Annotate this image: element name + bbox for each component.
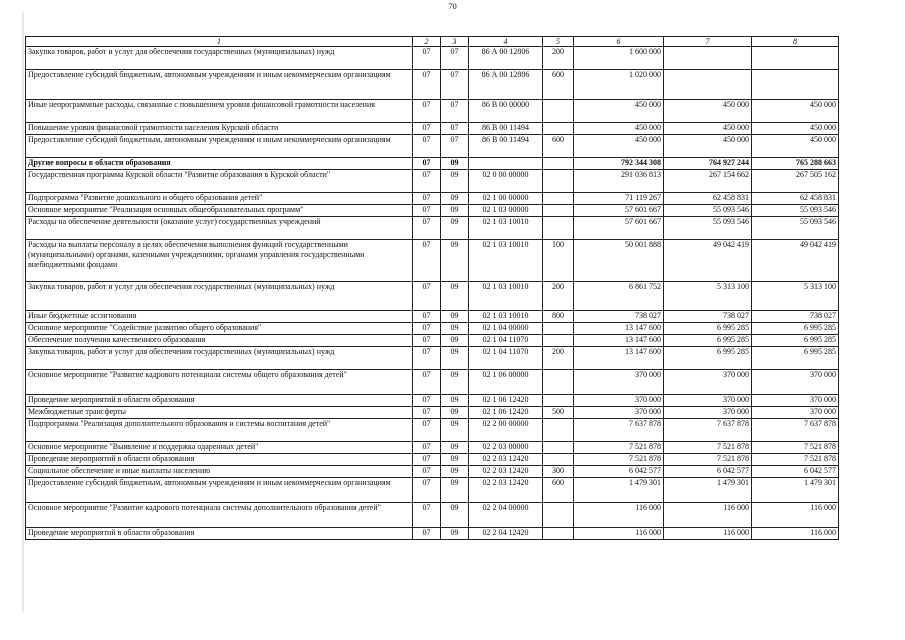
expense-type-cell [543,503,574,528]
expense-name-cell: Проведение мероприятий в области образования [26,454,413,466]
amount-year3-cell: 7 637 878 [752,419,839,442]
amount-year1-cell: 116 000 [574,528,664,540]
amount-year2-cell: 7 521 878 [664,454,752,466]
amount-year3-cell: 6 042 577 [752,466,839,478]
amount-year2-cell: 6 995 285 [664,347,752,370]
subsection-code-cell: 07 [441,100,469,123]
section-code-cell: 07 [413,419,441,442]
table-row [26,454,839,466]
subsection-code-cell: 09 [441,442,469,454]
subsection-code-cell: 09 [441,323,469,335]
table-row [26,370,839,395]
subsection-code-cell: 09 [441,311,469,323]
expense-type-cell [543,193,574,205]
amount-year3-cell: 370 000 [752,407,839,419]
expense-name-cell: Расходы на обеспечение деятельности (оказание услуг) государственных учреждений [26,217,413,240]
amount-year2-cell: 370 000 [664,395,752,407]
amount-year3-cell: 370 000 [752,370,839,395]
table-row [26,323,839,335]
column-header: 6 [574,37,664,47]
section-code-cell: 07 [413,217,441,240]
target-article-cell: 02 2 04 12420 [469,528,543,540]
expense-type-cell: 600 [543,478,574,503]
target-article-cell: 02 1 03 10010 [469,240,543,282]
target-article-cell [469,158,543,170]
expense-name-cell: Закупка товаров, работ и услуг для обеспечения государственных (муниципальных) нужд [26,347,413,370]
subsection-code-cell: 09 [441,466,469,478]
expense-type-cell [543,442,574,454]
amount-year3-cell: 6 995 285 [752,335,839,347]
section-code-cell: 07 [413,282,441,311]
subsection-code-cell: 07 [441,70,469,100]
amount-year2-cell: 267 154 662 [664,170,752,193]
expense-name-cell: Основное мероприятие "Содействие развитию общего образования" [26,323,413,335]
amount-year3-cell: 267 505 162 [752,170,839,193]
amount-year3-cell: 7 521 878 [752,442,839,454]
expense-name-cell: Подпрограмма "Реализация дополнительного образования и системы воспитания детей" [26,419,413,442]
section-code-cell: 07 [413,370,441,395]
target-article-cell: 02 1 06 00000 [469,370,543,395]
expense-name-cell: Основное мероприятие "Развитие кадрового потенциала системы общего образования детей" [26,370,413,395]
expense-type-cell: 200 [543,282,574,311]
amount-year1-cell: 450 000 [574,123,664,135]
amount-year2-cell: 55 093 546 [664,217,752,240]
amount-year3-cell: 370 000 [752,395,839,407]
amount-year1-cell: 1 020 000 [574,70,664,100]
amount-year1-cell: 370 000 [574,407,664,419]
amount-year3-cell: 450 000 [752,100,839,123]
amount-year2-cell: 55 093 546 [664,205,752,217]
table-row [26,419,839,442]
amount-year3-cell: 1 479 301 [752,478,839,503]
column-header: 7 [664,37,752,47]
section-code-cell: 07 [413,170,441,193]
section-code-cell: 07 [413,335,441,347]
table-row [26,407,839,419]
amount-year3-cell: 450 000 [752,123,839,135]
section-code-cell: 07 [413,528,441,540]
expense-name-cell: Обеспечение получения качественного образования [26,335,413,347]
subsection-code-cell: 09 [441,282,469,311]
amount-year3-cell: 765 288 663 [752,158,839,170]
section-code-cell: 07 [413,466,441,478]
expense-type-cell [543,158,574,170]
amount-year2-cell [664,47,752,70]
table-row [26,282,839,311]
target-article-cell: 86 В 00 11494 [469,135,543,158]
expense-name-cell: Закупка товаров, работ и услуг для обеспечения государственных (муниципальных) нужд [26,282,413,311]
target-article-cell: 86 А 00 12806 [469,70,543,100]
column-header: 8 [752,37,839,47]
subsection-code-cell: 09 [441,370,469,395]
target-article-cell: 02 2 04 00000 [469,503,543,528]
section-code-cell: 07 [413,100,441,123]
amount-year1-cell: 7 637 878 [574,419,664,442]
expense-type-cell: 100 [543,240,574,282]
target-article-cell: 02 1 04 11070 [469,347,543,370]
expense-name-cell: Иные бюджетные ассигнования [26,311,413,323]
table-row [26,528,839,540]
amount-year2-cell: 7 637 878 [664,419,752,442]
section-code-cell: 07 [413,323,441,335]
section-code-cell: 07 [413,240,441,282]
amount-year2-cell: 764 927 244 [664,158,752,170]
section-code-cell: 07 [413,395,441,407]
expense-type-cell: 800 [543,311,574,323]
expense-name-cell: Другие вопросы в области образования [26,158,413,170]
amount-year1-cell: 71 119 267 [574,193,664,205]
table-row [26,311,839,323]
amount-year3-cell: 6 995 285 [752,323,839,335]
target-article-cell: 02 1 03 10010 [469,217,543,240]
expense-name-cell: Межбюджетные трансферты [26,407,413,419]
target-article-cell: 02 0 00 00000 [469,170,543,193]
target-article-cell: 02 1 03 10010 [469,311,543,323]
target-article-cell: 02 2 03 12420 [469,478,543,503]
amount-year3-cell: 55 093 546 [752,217,839,240]
target-article-cell: 02 2 03 00000 [469,442,543,454]
expense-type-cell [543,170,574,193]
subsection-code-cell: 07 [441,123,469,135]
amount-year1-cell: 1 479 301 [574,478,664,503]
section-code-cell: 07 [413,135,441,158]
table-row [26,347,839,370]
amount-year2-cell: 6 995 285 [664,335,752,347]
target-article-cell: 02 1 04 00000 [469,323,543,335]
target-article-cell: 02 1 06 12420 [469,407,543,419]
expense-type-cell: 600 [543,135,574,158]
target-article-cell: 02 1 03 00000 [469,205,543,217]
table-row [26,100,839,123]
subsection-code-cell: 09 [441,205,469,217]
amount-year1-cell: 1 600 000 [574,47,664,70]
amount-year1-cell: 116 000 [574,503,664,528]
table-row [26,70,839,100]
amount-year2-cell: 49 042 419 [664,240,752,282]
amount-year1-cell: 57 601 667 [574,217,664,240]
amount-year3-cell: 62 458 831 [752,193,839,205]
subsection-code-cell: 07 [441,135,469,158]
amount-year3-cell: 49 042 419 [752,240,839,282]
amount-year1-cell: 13 147 600 [574,347,664,370]
section-code-cell: 07 [413,442,441,454]
section-code-cell: 07 [413,47,441,70]
expense-name-cell: Предоставление субсидий бюджетным, автономным учреждениям и иным некоммерческим организациям [26,135,413,158]
table-row [26,217,839,240]
amount-year2-cell: 116 000 [664,528,752,540]
subsection-code-cell: 07 [441,47,469,70]
section-code-cell: 07 [413,407,441,419]
table-row [26,335,839,347]
column-header: 4 [469,37,543,47]
expense-type-cell [543,217,574,240]
section-code-cell: 07 [413,123,441,135]
target-article-cell: 02 1 06 12420 [469,395,543,407]
section-code-cell: 07 [413,347,441,370]
expense-name-cell: Основное мероприятие "Развитие кадрового потенциала системы дополнительного образования детей" [26,503,413,528]
section-code-cell: 07 [413,70,441,100]
table-row [26,478,839,503]
target-article-cell: 86 А 00 12806 [469,47,543,70]
column-header: 3 [441,37,469,47]
amount-year2-cell: 370 000 [664,407,752,419]
expense-type-cell [543,395,574,407]
subsection-code-cell: 09 [441,478,469,503]
amount-year2-cell: 7 521 878 [664,442,752,454]
expense-type-cell [543,123,574,135]
amount-year1-cell: 738 027 [574,311,664,323]
amount-year1-cell: 13 147 600 [574,323,664,335]
subsection-code-cell: 09 [441,335,469,347]
page-number: 70 [448,1,457,11]
table-row [26,193,839,205]
amount-year1-cell: 450 000 [574,100,664,123]
expense-type-cell [543,528,574,540]
section-code-cell: 07 [413,205,441,217]
expense-type-cell: 500 [543,407,574,419]
target-article-cell: 02 2 03 12420 [469,454,543,466]
expense-type-cell: 600 [543,70,574,100]
table-row [26,240,839,282]
expense-name-cell: Социальное обеспечение и иные выплаты населению [26,466,413,478]
section-code-cell: 07 [413,158,441,170]
subsection-code-cell: 09 [441,347,469,370]
expense-type-cell [543,100,574,123]
table-row [26,158,839,170]
expense-name-cell: Проведение мероприятий в области образования [26,395,413,407]
subsection-code-cell: 09 [441,217,469,240]
expense-type-cell [543,205,574,217]
expense-name-cell: Предоставление субсидий бюджетным, автономным учреждениям и иным некоммерческим организациям [26,478,413,503]
amount-year3-cell: 5 313 100 [752,282,839,311]
table-row [26,47,839,70]
expense-name-cell: Предоставление субсидий бюджетным, автономным учреждениям и иным некоммерческим организациям [26,70,413,100]
amount-year1-cell: 792 344 308 [574,158,664,170]
subsection-code-cell: 09 [441,407,469,419]
expense-name-cell: Иные непрограммные расходы, связанные с повышением уровня финансовой грамотности населения [26,100,413,123]
expense-name-cell: Расходы на выплаты персоналу в целях обеспечения выполнения функций государственными (муниципальными) органами, казенными учреждениями, органами управления государственными внебюджетными фондами [26,240,413,282]
table-row [26,123,839,135]
expense-name-cell: Повышение уровня финансовой грамотности населения Курской области [26,123,413,135]
expense-type-cell: 200 [543,347,574,370]
amount-year2-cell: 370 000 [664,370,752,395]
subsection-code-cell: 09 [441,528,469,540]
expense-type-cell: 300 [543,466,574,478]
table-row [26,395,839,407]
expense-type-cell [543,454,574,466]
subsection-code-cell: 09 [441,503,469,528]
subsection-code-cell: 09 [441,395,469,407]
target-article-cell: 86 В 00 00000 [469,100,543,123]
table-row [26,442,839,454]
column-header: 2 [413,37,441,47]
target-article-cell: 02 1 03 10010 [469,282,543,311]
amount-year1-cell: 370 000 [574,370,664,395]
amount-year3-cell [752,70,839,100]
amount-year1-cell: 370 000 [574,395,664,407]
amount-year3-cell: 450 000 [752,135,839,158]
amount-year2-cell: 6 042 577 [664,466,752,478]
amount-year1-cell: 50 001 888 [574,240,664,282]
subsection-code-cell: 09 [441,170,469,193]
amount-year2-cell: 116 000 [664,503,752,528]
target-article-cell: 02 1 04 11070 [469,335,543,347]
expense-name-cell: Закупка товаров, работ и услуг для обеспечения государственных (муниципальных) нужд [26,47,413,70]
target-article-cell: 86 В 00 11494 [469,123,543,135]
amount-year2-cell: 450 000 [664,123,752,135]
budget-table [25,36,839,540]
column-number-row [26,37,839,47]
amount-year1-cell: 7 521 878 [574,454,664,466]
column-header: 1 [26,37,413,47]
section-code-cell: 07 [413,454,441,466]
section-code-cell: 07 [413,311,441,323]
expense-name-cell: Проведение мероприятий в области образования [26,528,413,540]
amount-year1-cell: 291 036 813 [574,170,664,193]
amount-year1-cell: 6 861 752 [574,282,664,311]
table-row [26,170,839,193]
table-row [26,135,839,158]
amount-year2-cell: 450 000 [664,135,752,158]
expense-type-cell [543,335,574,347]
amount-year1-cell: 450 000 [574,135,664,158]
amount-year2-cell: 6 995 285 [664,323,752,335]
amount-year3-cell: 738 027 [752,311,839,323]
expense-type-cell [543,370,574,395]
amount-year1-cell: 7 521 878 [574,442,664,454]
subsection-code-cell: 09 [441,419,469,442]
amount-year3-cell [752,47,839,70]
amount-year1-cell: 13 147 600 [574,335,664,347]
section-code-cell: 07 [413,193,441,205]
expense-type-cell: 200 [543,47,574,70]
amount-year2-cell [664,70,752,100]
amount-year3-cell: 6 995 285 [752,347,839,370]
amount-year2-cell: 450 000 [664,100,752,123]
amount-year3-cell: 116 000 [752,528,839,540]
subsection-code-cell: 09 [441,193,469,205]
expense-name-cell: Государственная программа Курской области "Развитие образования в Курской области" [26,170,413,193]
table-row [26,503,839,528]
amount-year2-cell: 5 313 100 [664,282,752,311]
subsection-code-cell: 09 [441,158,469,170]
amount-year2-cell: 738 027 [664,311,752,323]
amount-year1-cell: 6 042 577 [574,466,664,478]
expense-name-cell: Подпрограмма "Развитие дошкольного и общего образования детей" [26,193,413,205]
column-header: 5 [543,37,574,47]
expense-type-cell [543,419,574,442]
subsection-code-cell: 09 [441,240,469,282]
expense-type-cell [543,323,574,335]
amount-year3-cell: 55 093 546 [752,205,839,217]
amount-year1-cell: 57 601 667 [574,205,664,217]
subsection-code-cell: 09 [441,454,469,466]
expense-name-cell: Основное мероприятие "Выявление и поддержка одаренных детей" [26,442,413,454]
section-code-cell: 07 [413,478,441,503]
table-row [26,205,839,217]
scan-edge-shadow [22,12,24,612]
target-article-cell: 02 1 00 00000 [469,193,543,205]
target-article-cell: 02 2 00 00000 [469,419,543,442]
amount-year3-cell: 7 521 878 [752,454,839,466]
amount-year2-cell: 62 458 831 [664,193,752,205]
section-code-cell: 07 [413,503,441,528]
expense-name-cell: Основное мероприятие "Реализация основных общеобразовательных программ" [26,205,413,217]
amount-year2-cell: 1 479 301 [664,478,752,503]
target-article-cell: 02 2 03 12420 [469,466,543,478]
table-row [26,466,839,478]
amount-year3-cell: 116 000 [752,503,839,528]
